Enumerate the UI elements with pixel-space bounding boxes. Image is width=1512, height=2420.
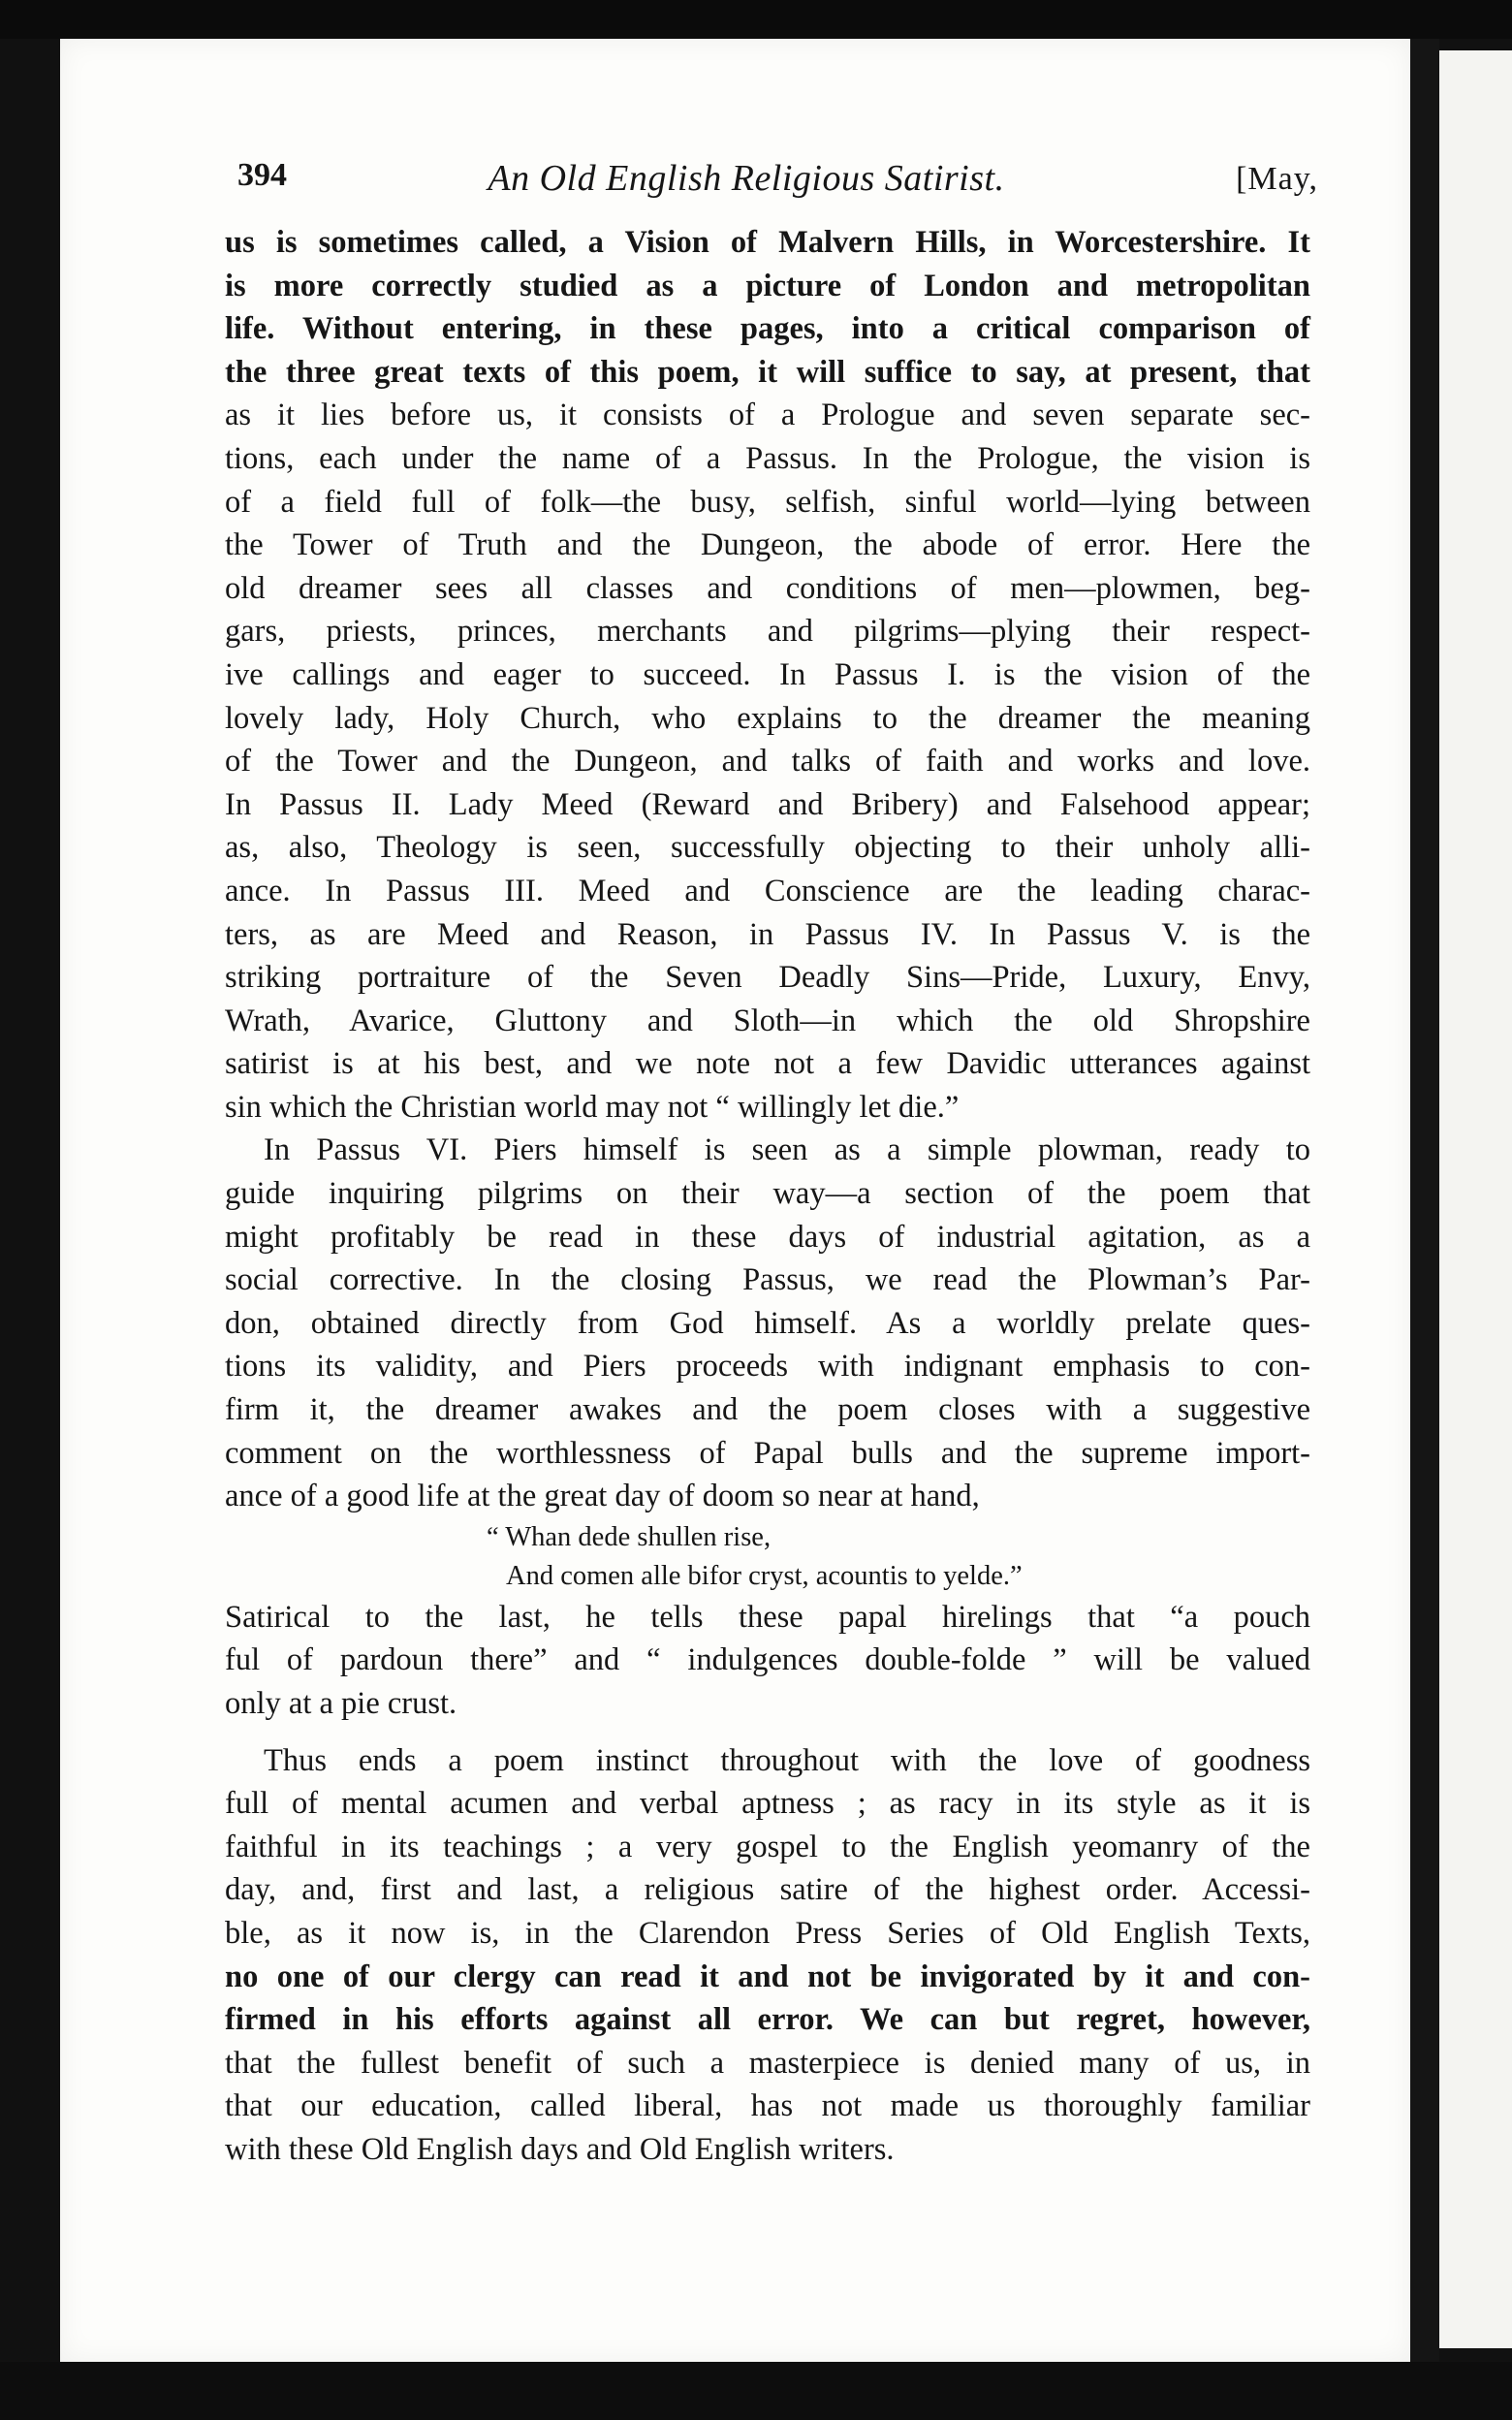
running-title: An Old English Religious Satirist. [488, 158, 1005, 199]
facing-page-edge [1439, 50, 1512, 2348]
text-line: the Tower of Truth and the Dungeon, the abode of error. Here the [225, 527, 1310, 563]
text-line: guide inquiring pilgrims on their way—a section of the poem that [225, 1176, 1310, 1212]
text-line: with these Old English days and Old English writers. [225, 2131, 895, 2167]
page-number: 394 [237, 157, 287, 193]
text-line: the three great texts of this poem, it will suffice to say, at present, that [225, 354, 1310, 390]
text-line: of the Tower and the Dungeon, and talks of faith and works and love. [225, 744, 1310, 780]
text-line: is more correctly studied as a picture of London and metropolitan [225, 268, 1310, 303]
text-line: might profitably be read in these days of industrial agitation, as a [225, 1219, 1310, 1255]
running-month: [May, [1236, 161, 1318, 197]
text-line: Thus ends a poem instinct throughout with the love of goodness [264, 1742, 1310, 1778]
text-line: ive callings and eager to succeed. In Passus I. is the vision of the [225, 656, 1310, 692]
text-line: Satirical to the last, he tells these papal hirelings that “a pouch [225, 1599, 1310, 1635]
text-line: as it lies before us, it consists of a Prologue and seven separate sec- [225, 398, 1310, 433]
text-line: satirist is at his best, and we note not a few Davidic utterances against [225, 1046, 1310, 1082]
text-line: Wrath, Avarice, Gluttony and Sloth—in which the old Shropshire [225, 1003, 1310, 1038]
text-line: no one of our clergy can read it and not be invigorated by it and con- [225, 1958, 1310, 1994]
text-line: ble, as it now is, in the Clarendon Press Series of Old English Texts, [225, 1915, 1310, 1951]
text-line: don, obtained directly from God himself. As a worldly prelate ques- [225, 1305, 1310, 1341]
text-line: ters, as are Meed and Reason, in Passus IV. In Passus V. is the [225, 916, 1310, 952]
text-line: ance. In Passus III. Meed and Conscience are the leading charac- [225, 873, 1310, 908]
scan-border-top [0, 0, 1512, 39]
scan-border-bottom [0, 2362, 1512, 2420]
text-line: firmed in his efforts against all error. We can but regret, however, [225, 2002, 1310, 2038]
paragraph-gap [225, 1726, 1310, 1739]
body-text [225, 221, 1310, 2172]
text-line: day, and, first and last, a religious satire of the highest order. Accessi- [225, 1872, 1310, 1908]
page-gutter [1410, 39, 1439, 2362]
text-line: of a field full of folk—the busy, selfish, sinful world—lying between [225, 484, 1310, 520]
text-line: In Passus VI. Piers himself is seen as a simple plowman, ready to [264, 1132, 1310, 1168]
text-line: faithful in its teachings ; a very gospel to the English yeomanry of the [225, 1829, 1310, 1864]
text-line: tions its validity, and Piers proceeds with indignant emphasis to con- [225, 1349, 1310, 1385]
text-line: full of mental acumen and verbal aptness ; as racy in its style as it is [225, 1786, 1310, 1822]
running-header [174, 147, 1318, 206]
text-line: life. Without entering, in these pages, into a critical comparison of [225, 311, 1310, 347]
text-line: old dreamer sees all classes and conditions of men—plowmen, beg- [225, 570, 1310, 606]
text-line: tions, each under the name of a Passus. In the Prologue, the vision is [225, 440, 1310, 476]
text-line: comment on the worthlessness of Papal bulls and the supreme import- [225, 1435, 1310, 1471]
text-line: social corrective. In the closing Passus, we read the Plowman’s Par- [225, 1262, 1310, 1298]
text-line: that the fullest benefit of such a masterpiece is denied many of us, in [225, 2045, 1310, 2081]
text-line: ance of a good life at the great day of doom so near at hand, [225, 1479, 980, 1514]
verse-line: And comen alle bifor cryst, acountis to yelde.” [506, 1560, 1023, 1591]
text-line: as, also, Theology is seen, successfully objecting to their unholy alli- [225, 830, 1310, 866]
text-line: lovely lady, Holy Church, who explains to the dreamer the meaning [225, 700, 1310, 736]
text-line: striking portraiture of the Seven Deadly Sins—Pride, Luxury, Envy, [225, 960, 1310, 996]
text-line: sin which the Christian world may not “ willingly let die.” [225, 1089, 960, 1125]
verse-line: “ Whan dede shullen rise, [487, 1521, 772, 1552]
text-line: only at a pie crust. [225, 1686, 457, 1721]
text-line: that our education, called liberal, has not made us thoroughly familiar [225, 2088, 1310, 2124]
text-line: gars, priests, princes, merchants and pilgrims—plying their respect- [225, 614, 1310, 650]
text-line: us is sometimes called, a Vision of Malvern Hills, in Worcestershire. It [225, 225, 1310, 260]
text-line: firm it, the dreamer awakes and the poem closes with a suggestive [225, 1392, 1310, 1428]
text-line: In Passus II. Lady Meed (Reward and Bribery) and Falsehood appear; [225, 786, 1310, 822]
text-line: ful of pardoun there” and “ indulgences double-folde ” will be valued [225, 1642, 1310, 1678]
